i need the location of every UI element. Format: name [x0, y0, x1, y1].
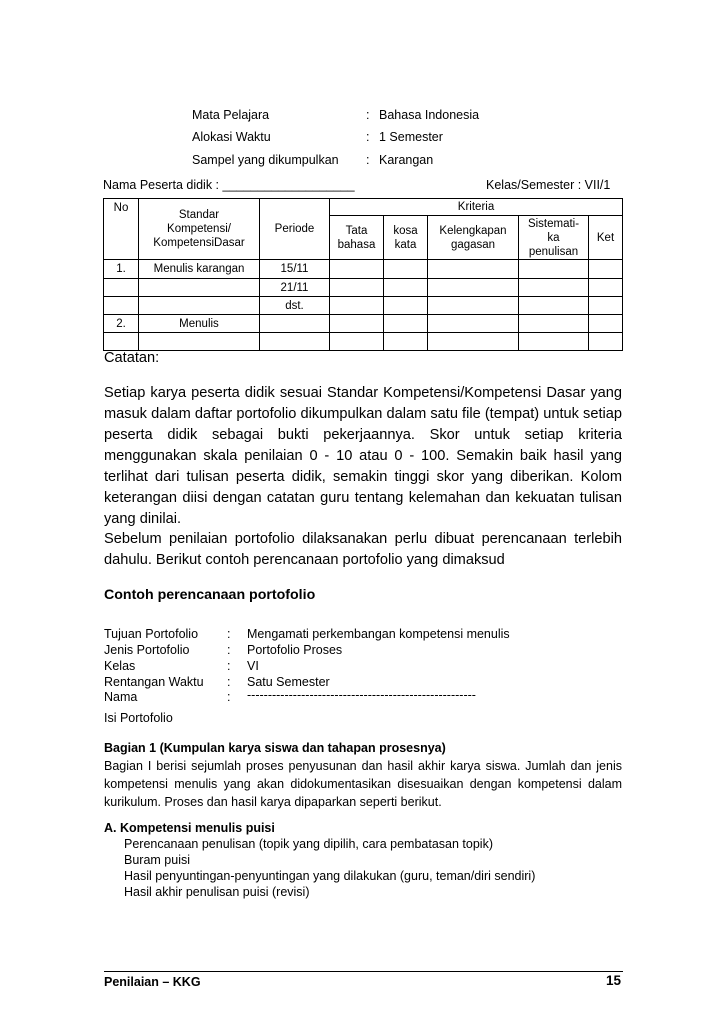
table-row: [104, 297, 623, 315]
meta-value-sample: Karangan: [379, 153, 434, 167]
header-tata-line2: bahasa: [337, 238, 376, 251]
catatan-label: Catatan:: [104, 350, 160, 366]
contoh-heading: Contoh perencanaan portofolio: [104, 587, 316, 603]
isi-portofolio-label: Isi Portofolio: [104, 711, 173, 725]
header-keleng-line1: Kelengkapan: [439, 224, 507, 237]
plan-sep: :: [227, 627, 231, 641]
plan-value: Portofolio Proses: [247, 643, 343, 657]
meta-label-time: Alokasi Waktu: [192, 130, 271, 144]
student-name-line: Nama Peserta didik : ___________________: [103, 178, 355, 192]
row-competency: Menulis: [139, 315, 260, 333]
plan-sep: :: [227, 643, 231, 657]
paragraph-planning: Sebelum penilaian portofolio dilaksanakan perlu dibuat perencanaan terlebih dahulu. Berikut contoh perencanaan portofolio yang dimaksud: [104, 531, 622, 568]
plan-sep: :: [227, 675, 231, 689]
footer-title: Penilaian – KKG: [104, 975, 201, 989]
list-item: Buram puisi: [124, 853, 190, 867]
header-standar-kompetensi: [139, 199, 260, 260]
header-kosa-kata: [384, 216, 428, 260]
plan-sep: :: [227, 659, 231, 673]
list-item: Hasil akhir penulisan puisi (revisi): [124, 885, 310, 899]
plan-value: Mengamati perkembangan kompetensi menulis: [247, 627, 510, 641]
header-kriteria: Kriteria: [330, 199, 623, 216]
header-no: No: [104, 199, 139, 260]
header-sk-line2: Kompetensi/: [167, 223, 231, 235]
meta-label-subject: Mata Pelajara: [192, 108, 270, 122]
plan-label: Rentangan Waktu: [104, 675, 204, 689]
bagian-paragraph: Bagian I berisi sejumlah proses penyusunan dan hasil akhir karya siswa. Jumlah dan jenis kompetensi menulis yang akan didokumentasikan disesuaikan dengan kompetensi dalam kurikulum. Proses dan hasil karya dipaparkan seperti berikut.: [104, 759, 622, 809]
row-no: 2.: [104, 315, 139, 333]
header-periode: Periode: [260, 199, 330, 260]
paragraph-scoring: Setiap karya peserta didik sesuai Standar Kompetensi/Kompetensi Dasar yang masuk dalam daftar portofolio dikumpulkan dalam satu file (tempat) untuk setiap peserta didik sebagai bukti pekerjaannya. Skor untuk setiap kriteria menggunakan skala penilaian 0 - 10 atau 0 - 100. Semakin baik hasil yang terlihat dari tulisan peserta didik, semakin tinggi skor yang diberikan. Kolom keterangan diisi dengan catatan guru tentang kelemahan dan kekuatan tulisan yang dinilai.: [104, 385, 622, 527]
bagian-heading: Bagian 1 (Kumpulan karya siswa dan tahapan prosesnya): [104, 741, 446, 755]
row-periode: dst.: [260, 297, 330, 315]
header-sist-line2: ka: [547, 231, 560, 244]
list-item: Perencanaan penulisan (topik yang dipilih, cara pembatasan topik): [124, 837, 493, 851]
table-row: [104, 260, 623, 279]
page-number: 15: [606, 973, 622, 988]
header-kosa-line1: kosa: [393, 224, 418, 237]
plan-value: Satu Semester: [247, 675, 330, 689]
plan-value: -------------------------------------------------------: [247, 688, 476, 702]
list-item: Hasil penyuntingan-penyuntingan yang dilakukan (guru, teman/diri sendiri): [124, 869, 536, 883]
plan-value: VI: [247, 659, 259, 673]
table-row: [104, 279, 623, 297]
row-periode: 15/11: [260, 260, 330, 279]
meta-value-subject: Bahasa Indonesia: [379, 108, 480, 122]
class-semester-line: Kelas/Semester : VII/1: [486, 178, 611, 192]
header-tata-line1: Tata: [345, 224, 368, 237]
header-sk-line3: KompetensiDasar: [153, 237, 245, 249]
header-keleng-line2: gagasan: [450, 238, 496, 251]
header-sist-line1: Sistemati-: [527, 217, 580, 230]
section-a-heading: A. Kompetensi menulis puisi: [104, 821, 275, 835]
table-row: [104, 315, 623, 333]
header-sistematika: [519, 216, 589, 260]
meta-value-time: 1 Semester: [379, 130, 443, 144]
row-competency: Menulis karangan: [139, 260, 260, 279]
row-no: 1.: [104, 260, 139, 279]
meta-sep: :: [366, 130, 370, 144]
table-row: [104, 333, 623, 351]
meta-sep: :: [366, 153, 370, 167]
header-kosa-line2: kata: [394, 238, 417, 251]
plan-label: Nama: [104, 690, 138, 704]
header-sist-line3: penulisan: [528, 245, 579, 258]
meta-sep: :: [366, 108, 370, 122]
plan-label: Tujuan Portofolio: [104, 627, 199, 641]
header-kelengkapan-gagasan: [428, 216, 519, 260]
plan-label: Kelas: [104, 659, 136, 673]
row-periode: 21/11: [260, 279, 330, 297]
plan-sep: :: [227, 690, 231, 704]
plan-label: Jenis Portofolio: [104, 643, 190, 657]
header-sk-line1: Standar: [178, 209, 220, 221]
footer-rule: [104, 971, 623, 972]
meta-label-sample: Sampel yang dikumpulkan: [192, 153, 339, 167]
assessment-table: [103, 198, 623, 351]
header-tata-bahasa: [330, 216, 384, 260]
header-ket: Ket: [589, 216, 623, 260]
